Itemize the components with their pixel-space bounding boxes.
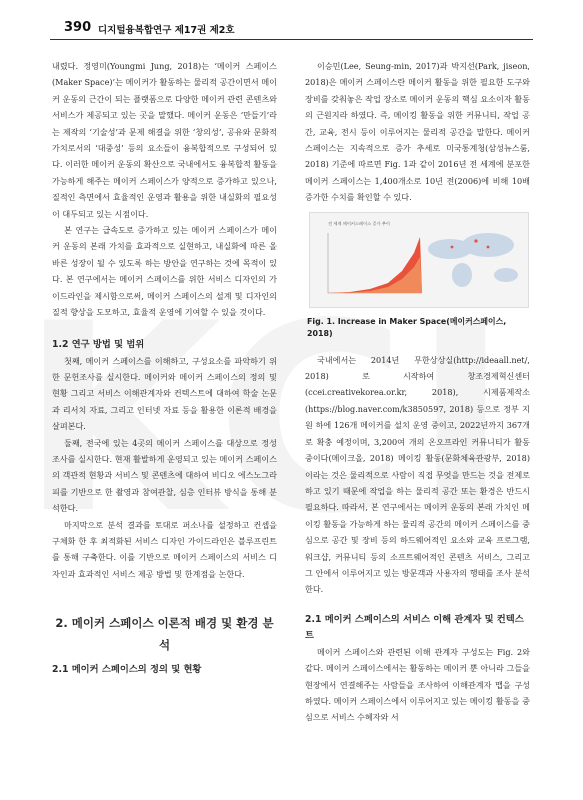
left-column <box>52 58 277 678</box>
paragraph: 본 연구는 급속도로 증가하고 있는 메이커 스페이스가 메이커 운동의 본래 가치를 효과적으로 실현하고, 내실화에 따른 올바른 성장이 될 수 있도록 하는 방안을 연구하는 것에 목적이 있다. 본 연구에서는 메이커 스페이스를 위한 서비스 디자인의 가이드라인을 제시함으로써, 메이커 스페이스의 설계 및 디자인의 질적 향상을 도모하고, 효율적 운영에 기여할 수 있을 것이다. <box>52 225 277 318</box>
paragraph: 이승민(Lee, Seung-min, 2017)과 박지선(Park, jiseon, 2018)은 메이커 스페이스란 메이커 활동을 위한 필요한 도구와 장비를 갖춰놓은 작업 장소로 메이커 운동의 핵심 요소이자 활동의 근원지라 하였다. 즉, 메이킹 활동을 위한 커뮤니티, 작업 공간, 교육, 전시 등이 이루어지는 물리적 공간을 말한다. 메이커 스페이스는 지속적으로 증가 추세로 미국통계청(삼성뉴스룸, 2018) 기준에 따르면 Fig. 1과 같이 2016년 전 세계에 분포한 메이커 스페이스는 1,400개소로 10년 전(2006)에 비해 10배 증가한 수치를 확인할 수 있다. <box>305 61 530 203</box>
figure-maker-space-increase <box>309 212 529 308</box>
figure-caption: Fig. 1. Increase in Maker Space(메이커스페이스, 2018) <box>307 316 507 338</box>
right-column <box>305 58 530 726</box>
journal-title: 디지털융복합연구 제17권 제2호 <box>98 25 235 36</box>
figure-title: 전 세계 메이커스페이스 증가 추이 <box>328 220 390 226</box>
paragraph: 둘째, 전국에 있는 4곳의 메이커 스페이스를 대상으로 정성조사를 실시한다. 현재 활발하게 운영되고 있는 메이커 스페이스의 객관적 현황과 서비스 및 콘텐츠에 대하여 비디오 에스노그라피를 기반으로 한 촬영과 참여관찰, 심층 인터뷰 방식을 통해 분석한다. <box>52 437 277 514</box>
figure-graphic <box>310 213 528 307</box>
section-heading: 1.2 연구 방법 및 범위 <box>52 338 145 350</box>
paragraph: 내렸다. 정영미(Youngmi Jung, 2018)는 ‘메이커 스페이스(Maker Space)’는 메이커가 활동하는 물리적 공간이면서 메이커 운동의 근간이 되는 플랫폼으로 다양한 메이커 관련 콘텐츠와 서비스가 제공되고 있는 곳을 말했다. 메이커 운동은 ‘만들기’라는 제작의 ‘기술성’과 문제 해결을 위한 ‘창의성’, 공유와 문화적 가치로서의 ‘대중성’ 등의 요소들이 융복합적으로 구성되어 있다. 이러한 메이커 운동의 확산으로 국내에서도 융복합적 활동을 가능하게 해주는 메이커 스페이스가 양적으로 증가하고 있으나, 질적인 측면에서 효율적인 운영과 활용을 위한 내실화의 필요성이 대두되고 있는 시점이다. <box>52 61 277 219</box>
paragraph: 국내에서는 2014년 무한상상실(http://ideaall.net/, 2018) 로 시작하여 창조경제혁신센터(ccei.creativekorea.or.kr, 2018), 시제품제작소(https://blog.naver.com/k3850597, 2018) 등으로 정부 지원 하에 126개 메이커를 설치 운영 중이고, 2022년까지 367개로 확충 예정이며, 3,200여 개의 온오프라인 커뮤니티가 활동 중이다(메이크올, 2018) 메이킹 활동(문화체육관광부, 2018)이라는 것은 물리적으로 사람이 직접 무엇을 만드는 것을 전제로 하고 있기 때문에 작업을 하는 물리적 공간 또는 환경은 반드시 필요하다. 따라서, 본 연구에서는 메이커 운동의 본래 가치인 메이킹 활동을 가능하게 하는 물리적 공간의 메이커 스페이스를 중심으로 공간 및 장비 등의 하드웨어적인 요소와 교육 프로그램, 워크샵, 커뮤니티 등의 소프트웨어적인 콘텐츠 서비스, 그리고 그 안에서 이루어지고 있는 방문객과 사용자의 행태를 조사 분석한다. <box>305 354 530 595</box>
header-rule <box>50 39 533 40</box>
section-heading: 2.1 메이커 스페이스의 서비스 이해 관계자 및 컨텍스트 <box>305 613 524 641</box>
page-number: 390 <box>64 20 92 35</box>
section-heading: 2.1 메이커 스페이스의 정의 및 현황 <box>52 664 202 676</box>
chapter-heading: 2. 메이커 스페이스 이론적 배경 및 환경 분석 <box>55 616 274 653</box>
paragraph: 마지막으로 분석 결과를 토대로 퍼소나를 설정하고 컨셉을 구체화 한 후 최적화된 서비스 디자인 가이드라인은 블루프린트를 통해 구축한다. 이를 기반으로 메이커 스페이스의 서비스 디자인과 효과적인 서비스 제공 방법 및 한계점을 논한다. <box>52 519 277 579</box>
paragraph: 첫째, 메이커 스페이스를 이해하고, 구성요소를 파악하기 위한 문헌조사를 실시한다. 메이커와 메이커 스페이스의 정의 및 현황 그리고 서비스 이해관계자와 컨텍스트에 대하여 학술 논문과 리서치 자료, 그리고 인터넷 자료 등을 활용한 이론적 배경을 살펴본다. <box>52 355 277 432</box>
running-header <box>50 20 533 40</box>
paragraph: 메이커 스페이스와 관련된 이해 관계자 구성도는 Fig. 2와 같다. 메이커 스페이스에서는 활동하는 메이커 뿐 아니라 그들을 현장에서 연결해주는 사람들을 조사하여 이해관계자 맵을 구성하였다. 메이커 스페이스에서 이루어지고 있는 메이킹 활동을 중심으로 서비스 수혜자와 서 <box>305 646 530 723</box>
